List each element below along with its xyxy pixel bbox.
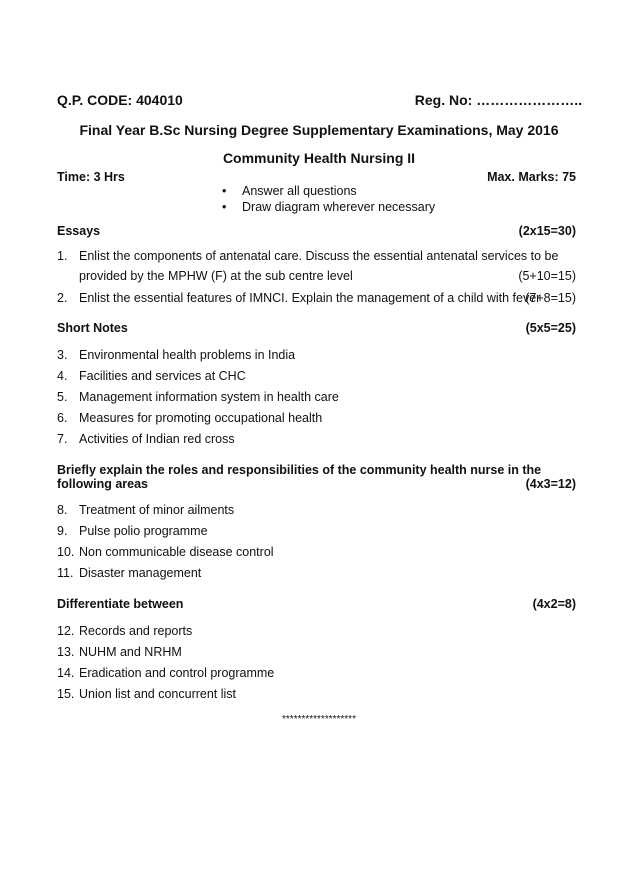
end-stars: *******************: [282, 714, 356, 725]
question-1-marks: (5+10=15): [518, 269, 576, 283]
list-item: 7. Activities of Indian red cross: [57, 432, 235, 446]
list-item: 15. Union list and concurrent list: [57, 687, 237, 701]
list-item: 10. Non communicable disease control: [57, 545, 274, 559]
list-item: 8. Treatment of minor ailments: [57, 503, 235, 517]
list-item: 6. Measures for promoting occupational health: [57, 411, 323, 425]
instruction-item: • Answer all questions: [222, 184, 357, 198]
question-1: 1. Enlist the components of antenatal care. Discuss the essential antenatal services to be: [57, 249, 559, 263]
max-marks-label: Max. Marks: 75: [487, 170, 576, 184]
section-title-short-notes: Short Notes: [57, 321, 128, 335]
list-item: 12. Records and reports: [57, 624, 193, 638]
question-2-marks: (7+8=15): [525, 291, 576, 305]
section-marks-short-notes: (5x5=25): [525, 321, 576, 335]
exam-title: Final Year B.Sc Nursing Degree Supplementary Examinations, May 2016: [79, 122, 559, 138]
section-title-roles-cont: following areas: [57, 477, 148, 491]
list-item: 3. Environmental health problems in India: [57, 348, 296, 362]
bullet-icon: •: [222, 184, 227, 198]
question-1-cont: provided by the MPHW (F) at the sub centre level: [79, 269, 353, 283]
qp-code: Q.P. CODE: 404010: [57, 92, 183, 108]
list-item: 5. Management information system in health care: [57, 390, 339, 404]
section-marks-essays: (2x15=30): [518, 224, 576, 238]
list-item: 11. Disaster management: [57, 566, 202, 580]
section-title-roles: Briefly explain the roles and responsibilities of the community health nurse in the: [57, 463, 542, 477]
section-marks-roles: (4x3=12): [525, 477, 576, 491]
reg-no: Reg. No: …………………..: [414, 92, 582, 108]
question-2: 2. Enlist the essential features of IMNCI. Explain the management of a child with fever: [57, 291, 541, 305]
list-item: 4. Facilities and services at CHC: [57, 369, 246, 383]
bullet-icon: •: [222, 200, 227, 214]
instruction-item: • Draw diagram wherever necessary: [222, 200, 436, 214]
section-title-differentiate: Differentiate between: [57, 597, 184, 611]
section-marks-differentiate: (4x2=8): [532, 597, 576, 611]
list-item: 9. Pulse polio programme: [57, 524, 208, 538]
section-title-essays: Essays: [57, 224, 101, 238]
time-label: Time: 3 Hrs: [57, 170, 125, 184]
list-item: 13. NUHM and NRHM: [57, 645, 182, 659]
list-item: 14. Eradication and control programme: [57, 666, 275, 680]
subject-title: Community Health Nursing II: [222, 150, 416, 166]
